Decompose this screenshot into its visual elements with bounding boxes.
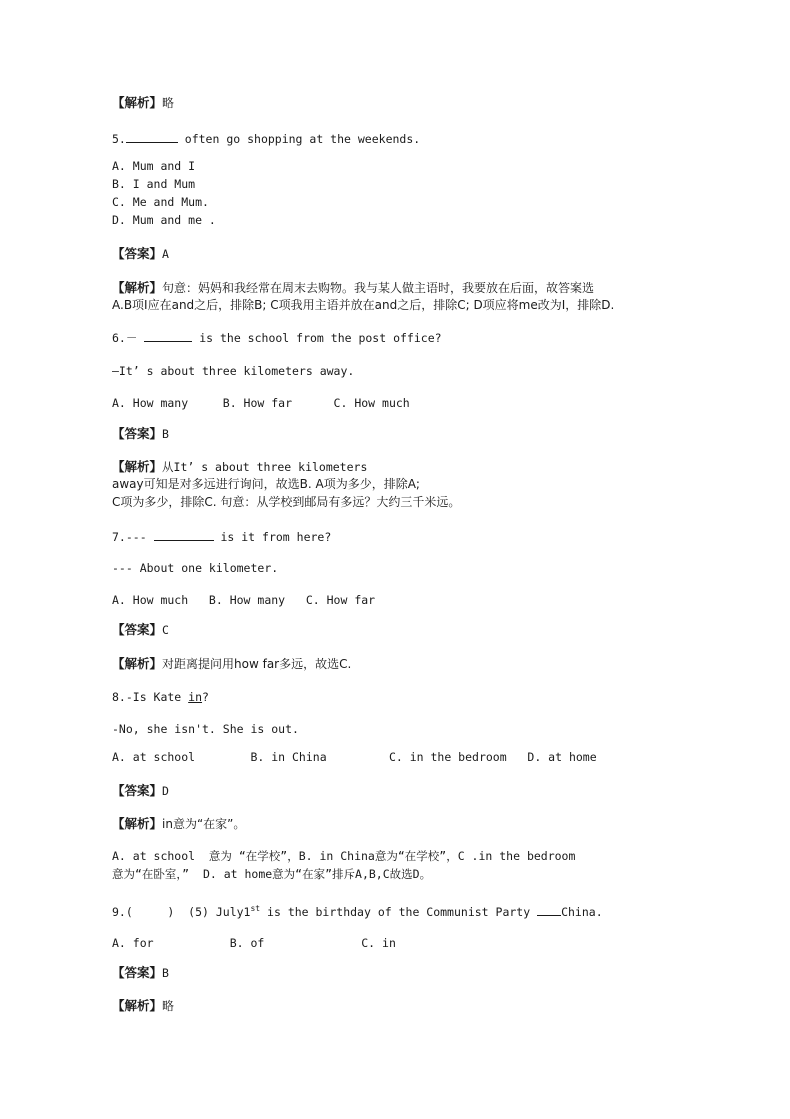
q5-option-d: D. Mum and me .	[112, 213, 216, 227]
q7-reply: --- About one kilometer.	[112, 561, 279, 575]
answer-blank	[126, 131, 178, 143]
answer-blank	[154, 529, 214, 541]
q6-analysis-line2: away可知是对多远进行询问，故选B. A项为多少，排除A;	[112, 477, 420, 491]
q8-answer: 【答案】D	[112, 783, 169, 798]
q9-stem: 9.( ) (5) July1st is the birthday of the Communist Party China.	[112, 904, 603, 919]
q4-analysis: 【解析】略	[112, 95, 175, 110]
q6-analysis-line1: 【解析】从It’ s about three kilometers	[112, 459, 368, 474]
q7-analysis: 【解析】对距离提问用how far多远，故选C.	[112, 656, 352, 671]
q5-stem: 5. often go shopping at the weekends.	[112, 132, 421, 146]
q7-answer: 【答案】C	[112, 622, 169, 637]
underlined-word: in	[188, 690, 203, 704]
answer-blank	[144, 330, 192, 342]
q5-answer: 【答案】A	[112, 246, 169, 261]
q5-option-a: A. Mum and I	[112, 159, 196, 173]
analysis-label: 【解析】	[112, 95, 163, 110]
q9-answer: 【答案】B	[112, 965, 169, 980]
q5-analysis-line2: A.B项I应在and之后，排除B; C项我用主语并放在and之后，排除C; D项应将me改为I，排除D.	[112, 298, 615, 312]
q5-option-b: B. I and Mum	[112, 177, 196, 191]
q6-options: A. How many B. How far C. How much	[112, 396, 410, 410]
q7-options: A. How much B. How many C. How far	[112, 593, 376, 607]
q6-answer: 【答案】B	[112, 426, 169, 441]
q5-analysis-line1: 【解析】句意：妈妈和我经常在周末去购物。我与某人做主语时，我要放在后面，故答案选	[112, 280, 595, 295]
q6-stem: 6.－ is the school from the post office?	[112, 331, 442, 345]
q9-analysis: 【解析】略	[112, 998, 175, 1013]
answer-blank	[537, 904, 561, 916]
q9-options: A. for B. of C. in	[112, 936, 396, 950]
q6-reply: —It’ s about three kilometers away.	[112, 364, 355, 378]
q8-reply: -No, she isn't. She is out.	[112, 722, 299, 736]
q6-analysis-line3: C项为多少，排除C. 句意：从学校到邮局有多远？大约三千米远。	[112, 495, 461, 509]
q8-options: A. at school B. in China C. in the bedroom D. at home	[112, 750, 597, 764]
q8-analysis-line3: 意为“在卧室，” D. at home意为“在家”排斥A,B,C故选D。	[112, 867, 432, 881]
q8-analysis-line2: A. at school 意为 “在学校”，B. in China意为“在学校”，C .in the bedroom	[112, 849, 576, 863]
q5-option-c: C. Me and Mum.	[112, 195, 209, 209]
q8-stem: 8.-Is Kate in?	[112, 690, 209, 704]
q7-stem: 7.--- is it from here?	[112, 530, 332, 544]
q8-analysis-line1: 【解析】in意为“在家”。	[112, 816, 246, 831]
